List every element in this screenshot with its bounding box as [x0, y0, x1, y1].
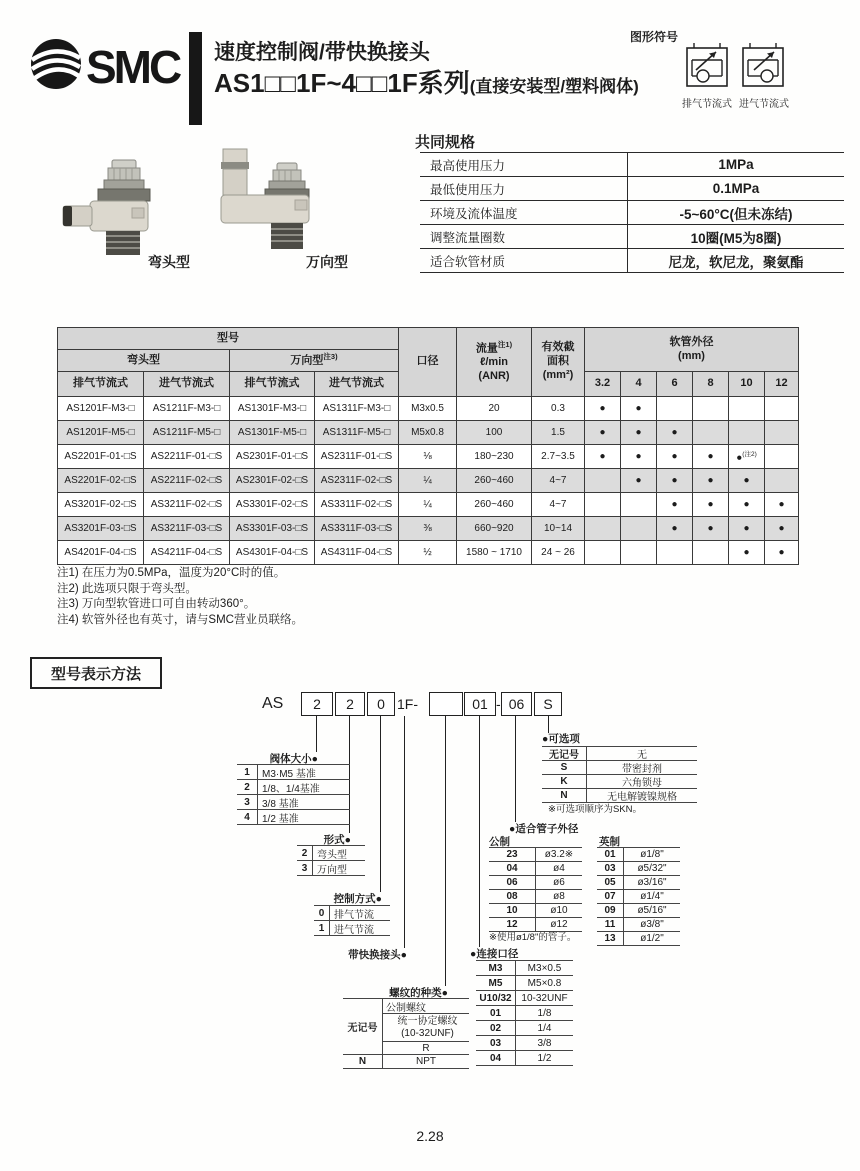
flow-cell: 1580 ~ 1710: [457, 541, 532, 565]
header-intake: 进气节流式: [144, 372, 230, 397]
form-table: [297, 845, 365, 876]
flow-cell: 260~460: [457, 493, 532, 517]
header-port: 口径: [399, 328, 457, 397]
common-specs-table: [420, 152, 844, 273]
dot-cell: [729, 397, 765, 421]
size-6: 6: [657, 372, 693, 397]
dot-cell: [585, 493, 621, 517]
code: 08: [489, 890, 536, 903]
metric-note: ※使用ø1/8"的管子。: [489, 932, 577, 943]
header-tube-od: 软管外径 (mm): [585, 328, 799, 372]
metric-label: 公制: [489, 836, 510, 848]
size-10: 10: [729, 372, 765, 397]
code: 01: [476, 1006, 516, 1020]
model-cell: AS4211F-04-□S: [144, 541, 230, 565]
spec-row: [420, 152, 844, 176]
model-cell: AS2211F-01-□S: [144, 445, 230, 469]
dot-cell: ●: [585, 421, 621, 445]
dot-cell: ●: [657, 517, 693, 541]
dot-cell: ●: [729, 541, 765, 565]
table-row: [58, 517, 799, 541]
universal-caption: 万向型: [306, 254, 348, 270]
header-exhaust: 排气节流式: [58, 372, 144, 397]
value: ø3/8": [640, 919, 664, 930]
tube-od-metric-table: [489, 847, 582, 932]
header-model: 型号: [58, 328, 399, 350]
series-suffix: (直接安装型/塑料阀体): [469, 77, 639, 96]
model-cell: AS1301F-M3-□: [230, 397, 315, 421]
options-note: ※可选项顺序为SKN。: [548, 804, 642, 815]
spec-value: 尼龙，软尼龙，聚氨酯: [627, 249, 844, 272]
header-intake: 进气节流式: [315, 372, 399, 397]
spec-label: 最低使用压力: [430, 182, 506, 197]
leader-line: [515, 716, 516, 822]
thread-label: 螺纹的种类●: [389, 987, 448, 999]
dot-cell: ●: [657, 493, 693, 517]
code: 10: [489, 904, 536, 917]
elbow-product-image: [62, 158, 182, 263]
value: ø12: [550, 919, 568, 930]
area-cell: 4~7: [532, 493, 585, 517]
dot-cell: [765, 469, 799, 493]
spec-value: -5~60°C(但未冻结): [627, 201, 844, 224]
dot-cell: [657, 541, 693, 565]
header-universal: 万向型$^{注3)}$: [230, 350, 399, 372]
model-table: [57, 327, 799, 565]
code-mid: 1F-: [397, 696, 418, 712]
value: M5×0.8: [527, 977, 562, 989]
header-exhaust: 排气节流式: [230, 372, 315, 397]
model-cell: AS4301F-04-□S: [230, 541, 315, 565]
value: ø1/8": [640, 849, 664, 860]
code: 2: [237, 780, 258, 794]
value: 带密封剂: [622, 764, 662, 775]
code: 11: [597, 918, 624, 931]
spec-label: 适合软管材质: [430, 254, 506, 269]
dot-cell: [693, 541, 729, 565]
dot-cell: ●: [765, 541, 799, 565]
control-table: [314, 905, 390, 936]
inch-label: 英制: [599, 836, 620, 848]
value: 1/8: [537, 1007, 552, 1019]
value: ø10: [550, 905, 568, 916]
value: ø1/4": [640, 891, 664, 902]
dot-cell: [693, 397, 729, 421]
dot-cell: ●: [585, 445, 621, 469]
header-effective-area: 有效截 面积 (mm²): [532, 328, 585, 397]
value: 1/8、1/4基准: [262, 783, 320, 795]
thread-unified: 统一协定螺纹 (10-32UNF): [383, 1014, 469, 1042]
code: 09: [597, 904, 624, 917]
model-cell: AS3201F-03-□S: [58, 517, 144, 541]
port-cell: ¼: [399, 469, 457, 493]
dot-cell: ●: [693, 517, 729, 541]
dot-cell: ●: [657, 421, 693, 445]
value: ø3.2※: [544, 849, 574, 860]
model-cell: AS1311F-M5-□: [315, 421, 399, 445]
code-box-option: S: [534, 692, 562, 716]
code: 2: [297, 846, 313, 860]
value: 排气节流: [334, 909, 374, 921]
dot-cell: ●: [693, 493, 729, 517]
leader-line: [445, 716, 446, 986]
code: K: [542, 775, 587, 788]
dot-cell: [729, 421, 765, 445]
code: 07: [597, 890, 624, 903]
flow-cell: 100: [457, 421, 532, 445]
dot-cell: ●: [621, 469, 657, 493]
spec-value: 10圈(M5为8圈): [627, 225, 844, 248]
table-row: [58, 397, 799, 421]
universal-product-image: [213, 148, 313, 263]
value: 弯头型: [317, 849, 347, 861]
dot-cell: ●: [729, 469, 765, 493]
port-cell: ½: [399, 541, 457, 565]
value: 1/2: [537, 1052, 552, 1064]
dot-cell: ●$^{(注2)}$: [729, 445, 765, 469]
model-cell: AS3301F-03-□S: [230, 517, 315, 541]
value: 进气节流: [334, 924, 374, 936]
dot-cell: [585, 517, 621, 541]
intake-symbol-caption: 进气节流式: [739, 99, 789, 110]
note-2: 注2) 此选项只限于弯头型。: [57, 582, 197, 595]
port-size-label: ●连接口径: [470, 948, 519, 960]
code: 12: [489, 918, 536, 931]
value: 10-32UNF: [521, 992, 568, 1004]
spec-label: 环境及流体温度: [430, 206, 518, 221]
table-row: [58, 541, 799, 565]
code-box-control: 0: [367, 692, 395, 716]
flow-cell: 660~920: [457, 517, 532, 541]
dot-cell: ●: [657, 445, 693, 469]
dot-cell: ●: [621, 445, 657, 469]
leader-line: [316, 716, 317, 752]
value: M3·M5 基准: [262, 768, 316, 780]
value: ø5/32": [637, 863, 667, 874]
dot-cell: [585, 469, 621, 493]
thread-metric: 公制螺纹: [383, 999, 469, 1014]
smc-logo-icon: [30, 38, 82, 95]
size-3.2: 3.2: [585, 372, 621, 397]
quick-fitting-label: 带快换接头●: [348, 949, 407, 961]
port-cell: ¼: [399, 493, 457, 517]
code-box-body-size: 2: [301, 692, 333, 716]
model-cell: AS3211F-03-□S: [144, 517, 230, 541]
port-cell: ⅛: [399, 445, 457, 469]
dot-cell: [621, 541, 657, 565]
table-row: [58, 493, 799, 517]
code-prefix: AS: [262, 695, 284, 712]
area-cell: 4~7: [532, 469, 585, 493]
dot-cell: [765, 421, 799, 445]
dot-cell: [657, 397, 693, 421]
common-specs-title: 共同规格: [415, 134, 476, 151]
section-title-box: 型号表示方法: [30, 657, 162, 689]
options-label: ●可选项: [542, 733, 580, 745]
model-cell: AS2211F-02-□S: [144, 469, 230, 493]
exhaust-throttle-symbol-icon: [684, 40, 730, 92]
table-row: [58, 469, 799, 493]
value: 万向型: [317, 864, 347, 876]
code-box-form: 2: [335, 692, 365, 716]
model-cell: AS3211F-02-□S: [144, 493, 230, 517]
dot-cell: ●: [585, 397, 621, 421]
port-cell: ⅜: [399, 517, 457, 541]
value: 1/2 基准: [262, 813, 299, 825]
spec-row: [420, 200, 844, 224]
flow-cell: 20: [457, 397, 532, 421]
code-dash: -: [496, 696, 501, 712]
dot-cell: [693, 421, 729, 445]
note-1: 注1) 在压力为0.5MPa，温度为20°C时的值。: [57, 567, 286, 579]
size-8: 8: [693, 372, 729, 397]
graphic-symbol-label: 图形符号: [630, 30, 679, 44]
model-cell: AS2301F-01-□S: [230, 445, 315, 469]
value: ø8: [553, 891, 565, 902]
code: 02: [476, 1021, 516, 1035]
table-row: [58, 445, 799, 469]
port-size-table: [476, 960, 573, 1066]
code-box-port: 01: [464, 692, 496, 716]
footnotes: [57, 566, 303, 628]
model-cell: AS1211F-M5-□: [144, 421, 230, 445]
code: 3: [237, 795, 258, 809]
model-cell: AS2311F-01-□S: [315, 445, 399, 469]
tube-od-inch-table: [597, 847, 680, 946]
model-cell: AS1311F-M3-□: [315, 397, 399, 421]
brand-name: SMC: [86, 40, 180, 93]
model-cell: AS4201F-04-□S: [58, 541, 144, 565]
spec-label: 调整流量圈数: [430, 230, 506, 245]
dot-cell: [621, 493, 657, 517]
model-designation-section: [0, 650, 860, 1110]
thread-npt: NPT: [383, 1055, 469, 1069]
value: 1/4: [537, 1022, 552, 1034]
code: 3: [297, 861, 313, 875]
area-cell: 10~14: [532, 517, 585, 541]
area-cell: 0.3: [532, 397, 585, 421]
code: 1: [314, 921, 330, 935]
dot-cell: [765, 397, 799, 421]
code: 03: [476, 1036, 516, 1050]
dot-cell: ●: [693, 469, 729, 493]
flow-cell: 260~460: [457, 469, 532, 493]
smc-logo: [30, 38, 179, 95]
value: 无电解镀镍规格: [607, 792, 677, 803]
area-cell: 1.5: [532, 421, 585, 445]
code: 23: [489, 848, 536, 861]
code: U10/32: [476, 991, 516, 1005]
note-4: 注4) 软管外径也有英寸，请与SMC营业员联络。: [57, 613, 303, 626]
table-row: [58, 421, 799, 445]
model-cell: AS1201F-M5-□: [58, 421, 144, 445]
dot-cell: ●: [693, 445, 729, 469]
header-flow: 流量$^{注1)}$ ℓ/min (ANR): [457, 328, 532, 397]
code: 04: [476, 1051, 516, 1065]
size-4: 4: [621, 372, 657, 397]
flow-cell: 180~230: [457, 445, 532, 469]
spec-row: [420, 224, 844, 248]
code: S: [542, 761, 587, 774]
body-size-table: [237, 764, 350, 825]
code-box-thread: [429, 692, 463, 716]
value: 3/8 基准: [262, 798, 299, 810]
model-cell: AS1211F-M3-□: [144, 397, 230, 421]
size-12: 12: [765, 372, 799, 397]
dot-cell: ●: [765, 517, 799, 541]
area-cell: 24 ~ 26: [532, 541, 585, 565]
code: 05: [597, 876, 624, 889]
leader-line: [380, 716, 381, 892]
value: 无: [637, 750, 647, 761]
dot-cell: [765, 445, 799, 469]
code: 01: [597, 848, 624, 861]
page-title: 速度控制阀/带快换接头: [214, 41, 430, 64]
dot-cell: ●: [621, 421, 657, 445]
code: N: [542, 789, 587, 802]
code: 1: [237, 765, 258, 779]
model-cell: AS3311F-03-□S: [315, 517, 399, 541]
header-divider-bar: [189, 32, 202, 125]
tube-od-label: ●适合管子外径: [509, 823, 579, 835]
value: M3×0.5: [527, 962, 562, 974]
model-cell: AS3301F-02-□S: [230, 493, 315, 517]
code: 06: [489, 876, 536, 889]
elbow-caption: 弯头型: [148, 254, 190, 270]
dot-cell: ●: [657, 469, 693, 493]
value: 六角锁母: [622, 778, 662, 789]
model-cell: AS2301F-02-□S: [230, 469, 315, 493]
code: 03: [597, 862, 624, 875]
thread-n-code: N: [343, 1055, 383, 1069]
code: 04: [489, 862, 536, 875]
leader-line: [404, 716, 405, 948]
thread-table: [343, 998, 469, 1069]
value: ø4: [553, 863, 565, 874]
code-box-tube: 06: [501, 692, 532, 716]
spec-row: [420, 248, 844, 272]
dot-cell: [621, 517, 657, 541]
thread-r: R: [383, 1042, 469, 1055]
thread-no-mark: 无记号: [343, 999, 383, 1055]
model-cell: AS3201F-02-□S: [58, 493, 144, 517]
port-cell: M3x0.5: [399, 397, 457, 421]
spec-label: 最高使用压力: [430, 158, 506, 173]
dot-cell: ●: [729, 517, 765, 541]
value: ø1/2": [640, 933, 664, 944]
intake-throttle-symbol-icon: [740, 40, 786, 92]
model-cell: AS2201F-01-□S: [58, 445, 144, 469]
code: M3: [476, 961, 516, 975]
model-cell: AS4311F-04-□S: [315, 541, 399, 565]
code: 0: [314, 906, 330, 920]
exhaust-symbol-caption: 排气节流式: [682, 99, 732, 110]
spec-row: [420, 176, 844, 200]
dot-cell: ●: [729, 493, 765, 517]
value: ø5/16": [637, 905, 667, 916]
value: 3/8: [537, 1037, 552, 1049]
spec-value: 1MPa: [627, 153, 844, 176]
dot-cell: ●: [621, 397, 657, 421]
page-number: 2.28: [416, 1128, 444, 1144]
model-cell: AS1301F-M5-□: [230, 421, 315, 445]
series-name: AS1□□1F~4□□1F系列: [214, 68, 470, 98]
model-cell: AS3311F-02-□S: [315, 493, 399, 517]
area-cell: 2.7~3.5: [532, 445, 585, 469]
options-table: [542, 746, 697, 803]
value: ø6: [553, 877, 565, 888]
header-elbow: 弯头型: [58, 350, 230, 372]
dot-cell: [585, 541, 621, 565]
spec-value: 0.1MPa: [627, 177, 844, 200]
note-3: 注3) 万向型软管进口可自由转动360°。: [57, 598, 256, 610]
model-cell: AS2201F-02-□S: [58, 469, 144, 493]
leader-line: [479, 716, 480, 947]
body-size-label: 阀体大小●: [269, 753, 318, 765]
code: 13: [597, 932, 624, 945]
dot-cell: ●: [765, 493, 799, 517]
form-label: 形式●: [323, 834, 351, 846]
code: M5: [476, 976, 516, 990]
code: 4: [237, 810, 258, 824]
model-cell: AS2311F-02-□S: [315, 469, 399, 493]
code: 无记号: [542, 747, 587, 760]
port-cell: M5x0.8: [399, 421, 457, 445]
control-label: 控制方式●: [333, 893, 382, 905]
value: ø3/16": [637, 877, 667, 888]
model-cell: AS1201F-M3-□: [58, 397, 144, 421]
series-title: [214, 63, 639, 100]
